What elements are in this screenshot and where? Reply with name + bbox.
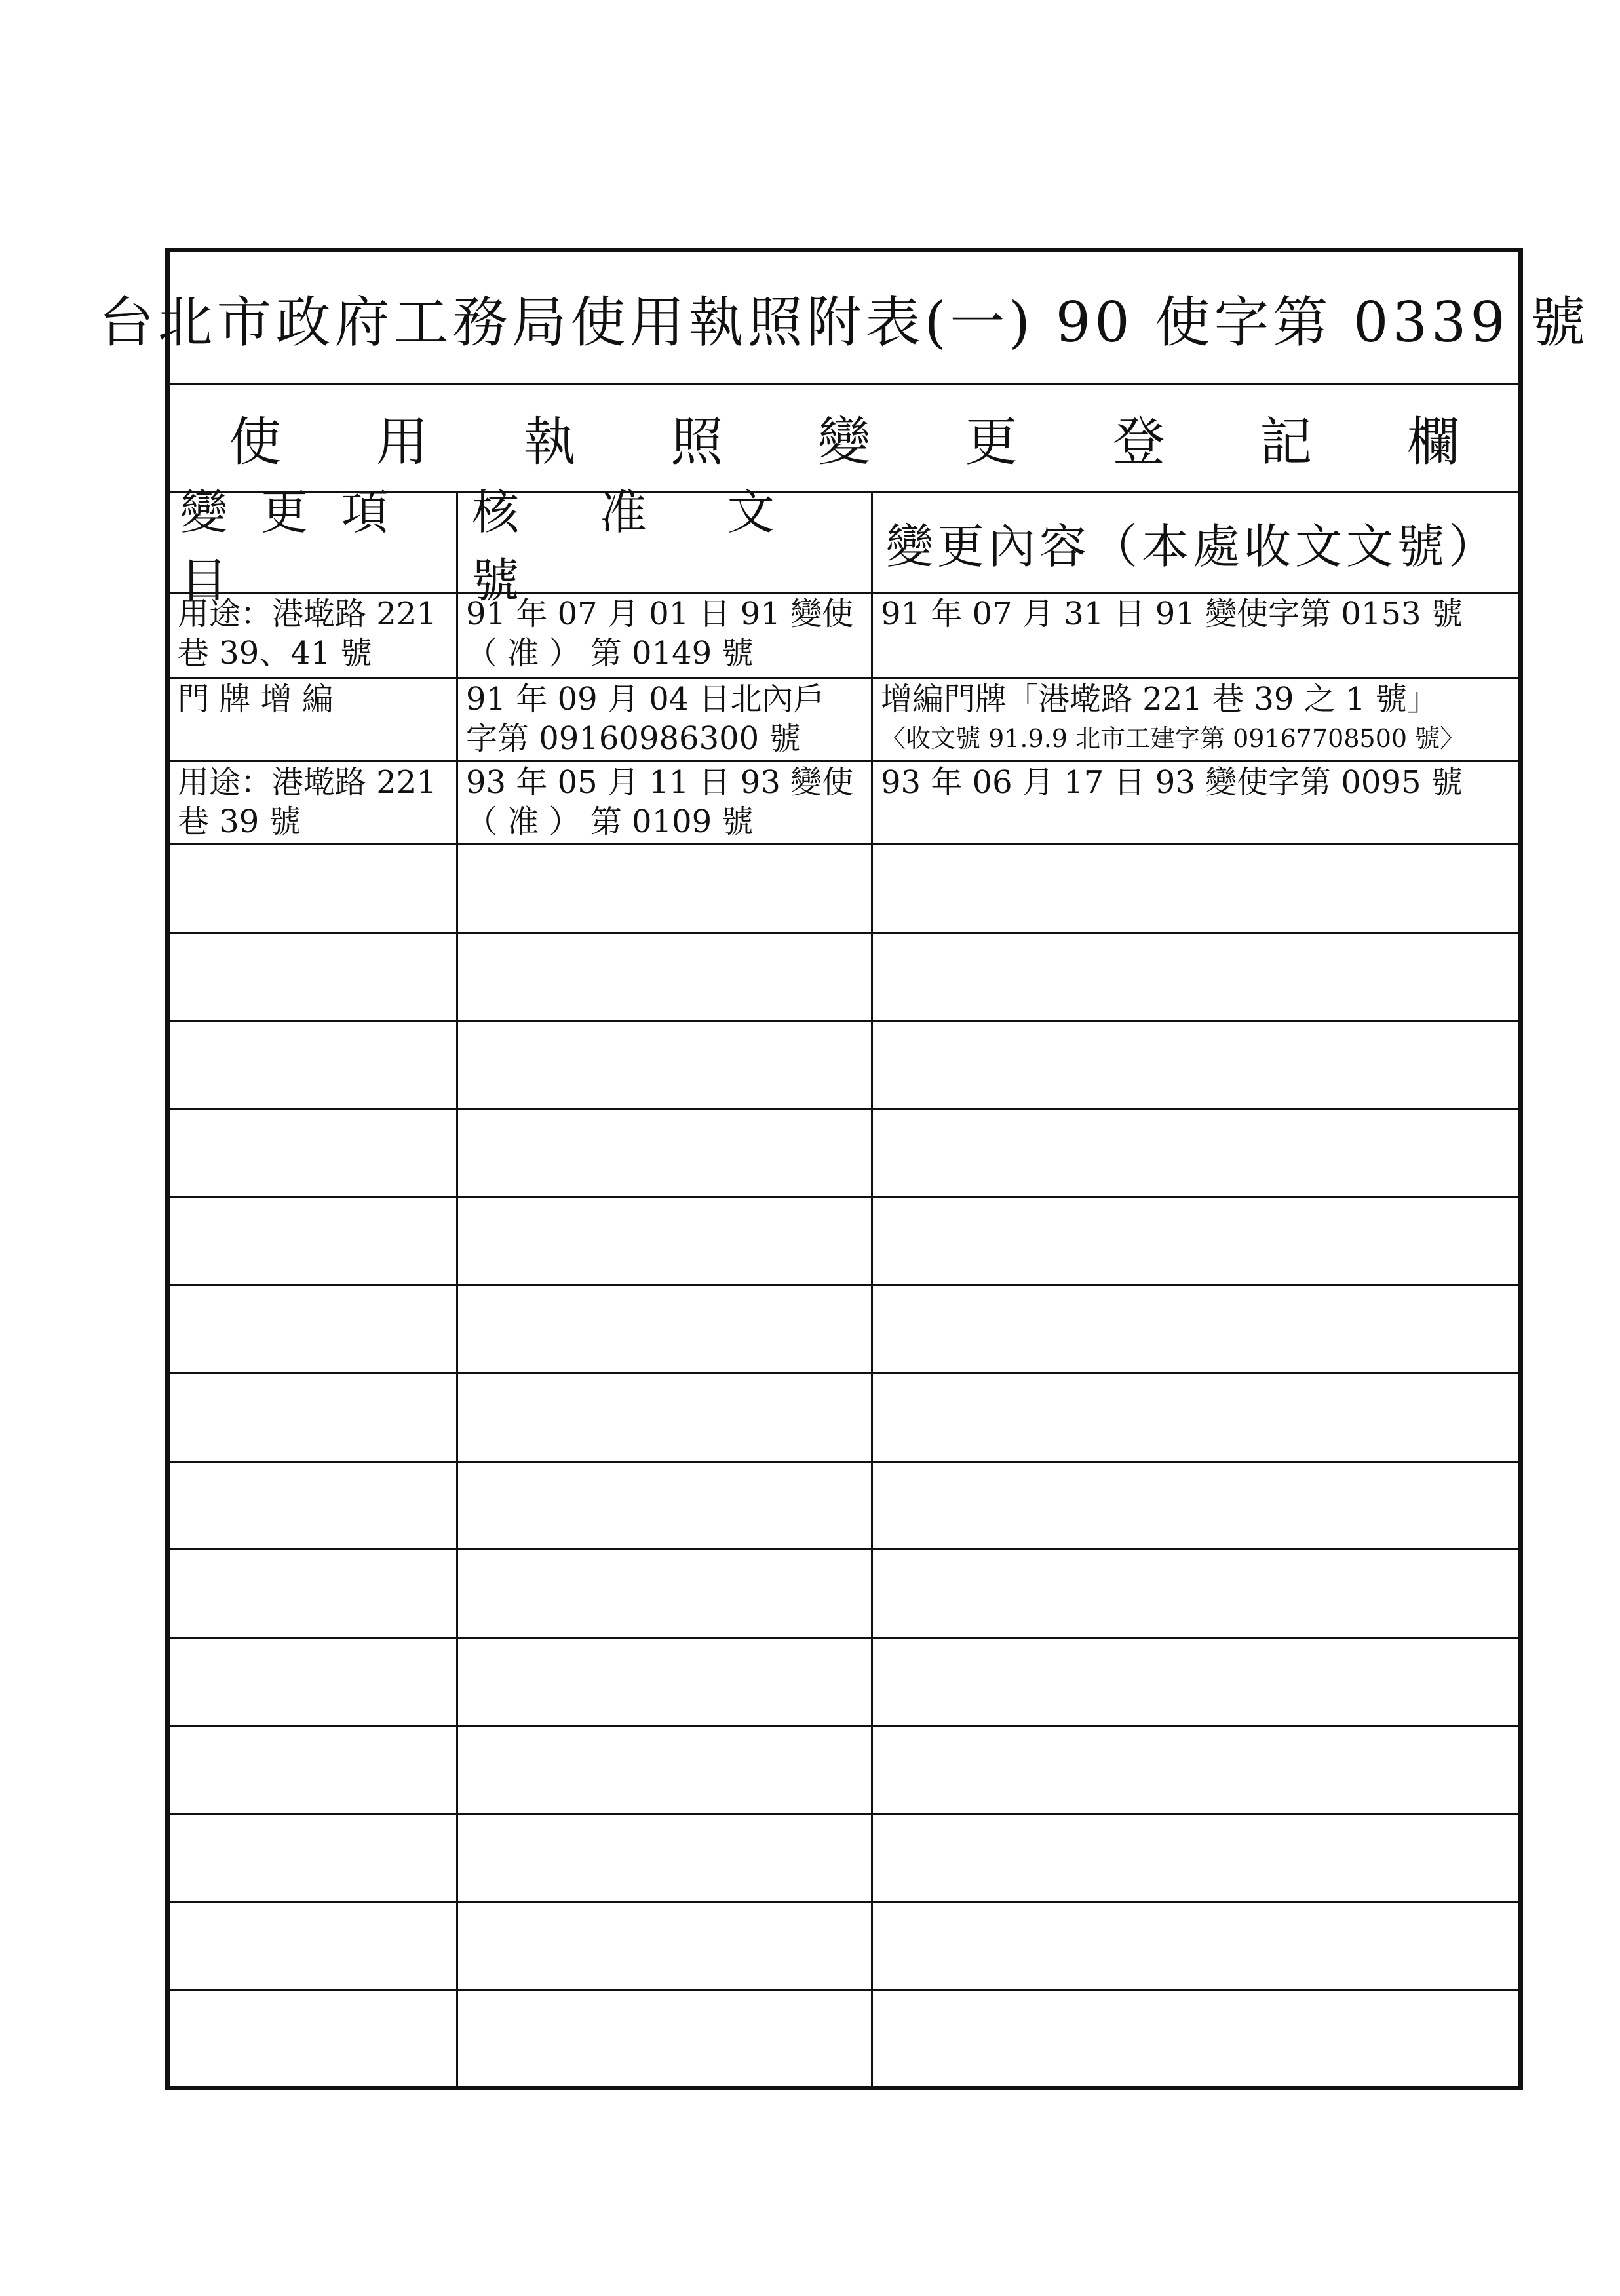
cell-line: 91 年 07 月 01 日 91 變使	[466, 596, 854, 632]
cell-line: （ 准 ） 第 0149 號	[466, 635, 754, 672]
row-divider	[170, 1020, 1518, 1022]
cell-item	[170, 594, 456, 673]
row-divider	[170, 1196, 1518, 1198]
section-heading-char: 變	[818, 411, 870, 472]
cell-line: （ 准 ） 第 0109 號	[466, 803, 754, 840]
cell-line: 門 牌 增 編	[178, 681, 334, 718]
row-divider	[170, 843, 1518, 845]
cell-approval	[458, 594, 871, 673]
cell-item	[170, 763, 456, 841]
row-divider	[170, 1725, 1518, 1727]
cell-line: 用途：港墘路 221	[178, 596, 436, 632]
divider	[170, 383, 1518, 385]
cell-item	[170, 679, 456, 719]
row-divider	[170, 1548, 1518, 1550]
row-divider	[170, 1901, 1518, 1903]
row-divider	[170, 1461, 1518, 1463]
row-divider	[170, 1108, 1518, 1110]
cell-content	[873, 594, 1519, 634]
section-heading-char: 更	[965, 411, 1018, 472]
document-title: 台北市政府工務局使用執照附表(一) 90 使字第 0339 號	[98, 290, 1590, 354]
section-heading-char: 使	[229, 411, 281, 472]
cell-line: 93 年 06 月 17 日 93 變使字第 0095 號	[881, 764, 1463, 801]
cell-approval	[458, 763, 871, 841]
cell-line: 字第 09160986300 號	[466, 720, 801, 757]
cell-content	[873, 763, 1519, 802]
section-heading-char: 執	[523, 411, 576, 472]
cell-line: 巷 39、41 號	[178, 635, 372, 672]
row-divider	[170, 1637, 1518, 1639]
section-heading-char: 記	[1260, 411, 1313, 472]
cell-line: 91 年 07 月 31 日 91 變使字第 0153 號	[881, 596, 1463, 632]
column-header-content	[876, 493, 1521, 592]
cell-line: 93 年 05 月 11 日 93 變使	[466, 764, 854, 801]
registration-table	[98, 248, 1590, 2090]
section-heading-char: 照	[670, 411, 723, 472]
cell-line: 增編門牌「港墘路 221 巷 39 之 1 號」	[881, 681, 1438, 718]
row-divider	[170, 932, 1518, 934]
cell-line: 91 年 09 月 04 日北內戶	[466, 681, 825, 718]
cell-content	[873, 679, 1519, 758]
row-divider	[170, 1372, 1518, 1374]
section-heading-char: 登	[1112, 411, 1165, 472]
cell-approval	[458, 679, 871, 758]
row-divider	[170, 1284, 1518, 1286]
section-heading-char: 用	[376, 411, 429, 472]
column-header-approval	[461, 485, 869, 608]
section-heading	[229, 387, 1459, 488]
row-divider	[170, 677, 1518, 679]
row-divider	[170, 760, 1518, 762]
column-header-item	[170, 485, 455, 608]
cell-line: 用途：港墘路 221	[178, 764, 436, 801]
cell-line: 〈收文號 91.9.9 北市工建字第 09167708500 號〉	[881, 724, 1465, 753]
cell-line: 巷 39 號	[178, 803, 301, 840]
row-divider	[170, 1813, 1518, 1815]
column-header-item-label: 變 更 項 目	[180, 485, 398, 608]
column-header-content-label: 變更內容（本處收文文號）	[886, 519, 1500, 574]
section-heading-char: 欄	[1407, 411, 1459, 472]
row-divider	[170, 1989, 1518, 1991]
column-header-approval-label: 核 准 文 號	[472, 485, 807, 608]
